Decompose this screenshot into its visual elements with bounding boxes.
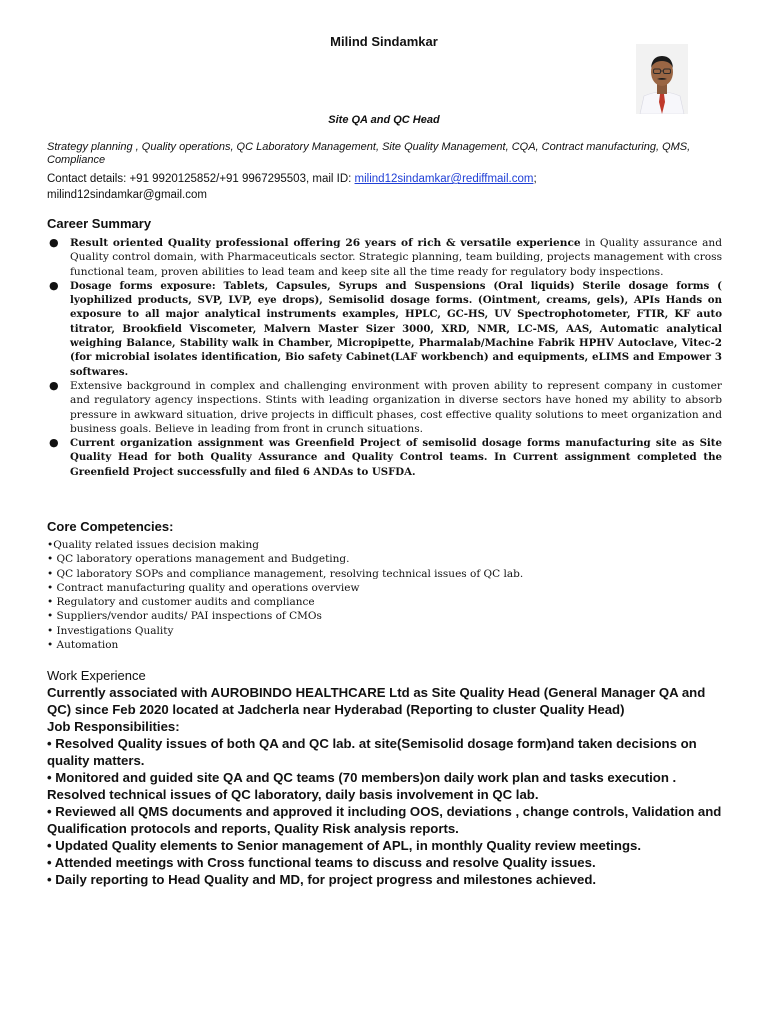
skills-summary: Strategy planning , Quality operations, QC Laboratory Management, Site Quality Management, CQA, Contract manufacturing, QMS, Compliance bbox=[47, 141, 691, 166]
career-summary-list bbox=[47, 236, 722, 479]
job-responsibilities-heading: Job Responsibilities: bbox=[47, 719, 180, 734]
summary-item-text: Current organization assignment was Greenfield Project of semisolid dosage forms manufacturing site as Site Quality Head for both Quality Assurance and Quality Control teams. In Current assignment completed the Greenfield Project successfully and filed 6 ANDAs to USFDA. bbox=[70, 437, 722, 478]
contact-details bbox=[47, 171, 727, 203]
candidate-name: Milind Sindamkar bbox=[330, 34, 438, 49]
summary-item bbox=[47, 279, 722, 379]
core-competencies-heading: Core Competencies: bbox=[47, 519, 174, 534]
work-experience-section bbox=[47, 684, 727, 888]
responsibility-item: • Resolved Quality issues of both QA and QC lab. at site(Semisolid dosage form)and taken decisions on quality matters. bbox=[47, 736, 697, 768]
competency-item: •Quality related issues decision making bbox=[47, 539, 259, 551]
current-position: Currently associated with AUROBINDO HEALTHCARE Ltd as Site Quality Head (General Manager QA and QC) since Feb 2020 located at Jadcherla near Hyderabad (Reporting to cluster Quality Head) bbox=[47, 685, 706, 717]
competency-item: • Regulatory and customer audits and compliance bbox=[47, 596, 315, 609]
competency-item: • QC laboratory SOPs and compliance management, resolving technical issues of QC lab. bbox=[47, 567, 524, 580]
responsibility-item: • Attended meetings with Cross functional teams to discuss and resolve Quality issues. bbox=[47, 855, 596, 870]
career-summary-heading: Career Summary bbox=[47, 216, 152, 231]
competency-item: • Contract manufacturing quality and operations overview bbox=[47, 581, 360, 594]
profile-photo bbox=[636, 44, 688, 114]
summary-item-bold: Result oriented Quality professional offering 26 years of rich & versatile experience bbox=[70, 237, 581, 249]
summary-item bbox=[47, 236, 722, 279]
responsibilities-list bbox=[47, 735, 727, 888]
bullet-icon: ● bbox=[49, 378, 59, 392]
responsibility-item: • Reviewed all QMS documents and approved it including OOS, deviations , change controls, Validation and Qualification protocols and reports, Quality Risk analysis reports. bbox=[47, 804, 722, 836]
responsibility-item: • Monitored and guided site QA and QC teams (70 members)on daily work plan and tasks execution . Resolved technical issues of QC laboratory, daily basis involvement in QC lab. bbox=[47, 770, 677, 802]
bullet-icon: ● bbox=[49, 278, 59, 292]
contact-separator: ; bbox=[533, 173, 537, 185]
job-title: Site QA and QC Head bbox=[328, 114, 440, 126]
competency-item: • Suppliers/vendor audits/ PAI inspections of CMOs bbox=[47, 610, 322, 623]
core-competencies-list bbox=[47, 538, 523, 652]
responsibility-item: • Daily reporting to Head Quality and MD, for project progress and milestones achieved. bbox=[47, 872, 597, 887]
bullet-icon: ● bbox=[49, 436, 59, 450]
bullet-icon: ● bbox=[49, 236, 59, 249]
work-experience-heading: Work Experience bbox=[47, 668, 146, 683]
summary-item-text: Extensive background in complex and challenging environment with proven ability to represent company in customer and regulatory agency inspections. Stints with leading organization in diverse sectors have honed my ability to absorb pressure in awkward situation, drive projects in difficult phases, cost effective quality solutions to meet organization and business goals. Believe in leading from front in crunch situations. bbox=[70, 379, 722, 435]
summary-item-text: in Quality assurance and Quality control domain, with Pharmaceuticals sector. Strategic planning, team building, projects management with cross functional team, proven abilities to lead team and keep site all the time ready for regulatory body inspections. bbox=[70, 237, 723, 278]
summary-item bbox=[47, 436, 722, 479]
competency-item: • QC laboratory operations management and Budgeting. bbox=[47, 553, 350, 566]
competency-item: • Investigations Quality bbox=[47, 624, 174, 637]
summary-item bbox=[47, 379, 722, 436]
contact-prefix: Contact details: +91 9920125852/+91 9967295503, mail ID: bbox=[47, 173, 355, 185]
responsibility-item: • Updated Quality elements to Senior management of APL, in monthly Quality review meetings. bbox=[47, 838, 642, 853]
email-secondary: milind12sindamkar@gmail.com bbox=[47, 189, 207, 201]
email-primary-link[interactable]: milind12sindamkar@rediffmail.com bbox=[354, 173, 534, 185]
summary-item-text: Dosage forms exposure: Tablets, Capsules, Syrups and Suspensions (Oral liquids) Sterile dosage forms ( lyophilized products, SVP, LVP, eye drops), Semisolid dosage forms. (Ointment, creams, gels), APIs Hands on exposure to all major analytical instruments examples, HPLC, GC-HS, UV Spectrophotometer, FTIR, KF auto titrator, Brookfield Viscometer, Malvern Master Sizer 3000, XRD, NMR, LC-MS, AAS, Automatic analytical weighing Balance, Stability walk in Chamber, Micropipette, Pharmalab/Machine Fabrik HPHV Autoclave, Vitec-2 (for microbial isolates identification, Bio safety Cabinet(LAF workbench) and equipments, eLIMS and Empower 3 softwares. bbox=[70, 279, 722, 378]
competency-item: • Automation bbox=[47, 639, 119, 652]
